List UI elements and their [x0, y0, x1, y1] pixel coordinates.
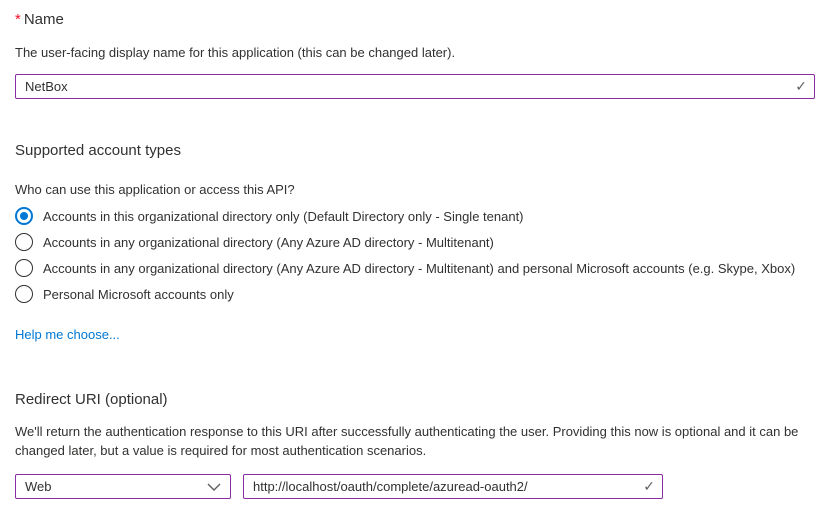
name-field-label-text: Name: [23, 11, 64, 28]
redirect-uri-description: We'll return the authentication response to this URI after successfully authenticating the user. Providing this now is optional and it can be changed later, but a value is required for most authentication scenarios.: [15, 424, 799, 458]
help-me-choose-link[interactable]: Help me choose...: [15, 327, 120, 342]
radio-option-personal-only[interactable]: [15, 284, 234, 304]
supported-account-types-heading: Supported account types: [15, 142, 181, 159]
checkmark-icon: ✓: [643, 477, 655, 494]
radio-unselected-icon[interactable]: [15, 233, 33, 251]
radio-unselected-icon[interactable]: [15, 285, 33, 303]
radio-option-label: Accounts in any organizational directory (Any Azure AD directory - Multitenant): [43, 234, 494, 250]
radio-option-label: Personal Microsoft accounts only: [43, 286, 234, 302]
name-input-wrap: [15, 74, 815, 99]
redirect-uri-input-wrap: [243, 474, 663, 499]
radio-option-single-tenant[interactable]: [15, 206, 524, 226]
account-types-question: Who can use this application or access this API?: [15, 182, 295, 197]
redirect-uri-platform-select[interactable]: [15, 474, 231, 499]
chevron-down-icon: [207, 483, 221, 491]
radio-option-label: Accounts in any organizational directory (Any Azure AD directory - Multitenant) and personal Microsoft accounts (e.g. Skype, Xbox): [43, 260, 796, 276]
radio-option-multitenant-personal[interactable]: [15, 258, 795, 278]
radio-selected-icon[interactable]: [15, 207, 33, 225]
radio-option-multitenant[interactable]: [15, 232, 494, 252]
name-field-description: The user-facing display name for this application (this can be changed later).: [15, 45, 456, 60]
radio-option-label: Accounts in this organizational directory only (Default Directory only - Single tenant): [43, 208, 524, 224]
required-asterisk: *: [15, 11, 21, 28]
redirect-uri-input[interactable]: [243, 474, 663, 499]
radio-unselected-icon[interactable]: [15, 259, 33, 277]
name-input[interactable]: [15, 74, 815, 99]
platform-selected-value: Web: [25, 479, 52, 494]
name-field-label: [15, 11, 64, 28]
checkmark-icon: ✓: [795, 77, 807, 94]
redirect-uri-heading: Redirect URI (optional): [15, 391, 168, 408]
